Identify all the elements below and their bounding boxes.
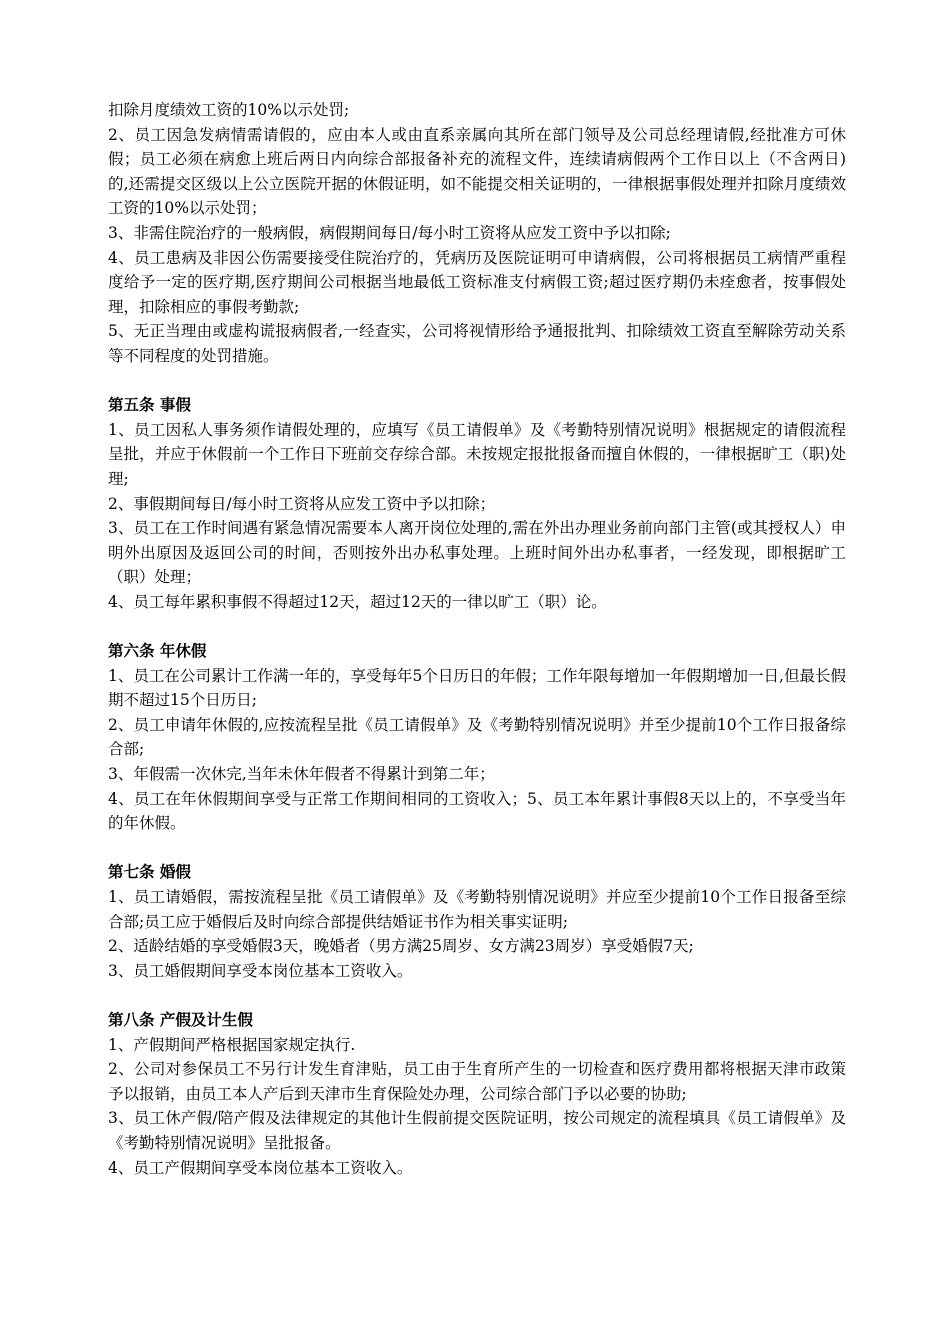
paragraph: 2、员工因急发病情需请假的，应由本人或由直系亲属向其所在部门领导及公司总经理请假,经批准方可休假；员工必须在病愈上班后两日内向综合部报备补充的流程文件，连续请病假两个工作日以上（不含两日)的,还需提交区级以上公立医院开据的休假证明，如不能提交相关证明的，一律根据事假处理并扣除月度绩效工资的10%以示处罚；: [108, 125, 846, 218]
section-heading: 第七条 婚假: [108, 863, 191, 882]
section-marriage-leave: [108, 860, 846, 983]
paragraph: 1、员工因私人事务须作请假处理的，应填写《员工请假单》及《考勤特别情况说明》根据规定的请假流程呈批，并应于休假前一个工作日下班前交存综合部。未按规定报批报备而擅自休假的，一律根据旷工（职)处理;: [108, 420, 846, 488]
document-page: [108, 98, 846, 1180]
paragraph: 扣除月度绩效工资的10%以示处罚;: [108, 101, 350, 119]
paragraph: 1、产假期间严格根据国家规定执行.: [108, 1035, 356, 1054]
paragraph: 3、员工休产假/陪产假及法律规定的其他计生假前提交医院证明，按公司规定的流程填具《员工请假单》及《考勤特别情况说明》呈批报备。: [108, 1109, 846, 1152]
section-maternity-leave: [108, 1008, 846, 1180]
section-heading: 第五条 事假: [108, 396, 191, 415]
paragraph: 4、员工产假期间享受本岗位基本工资收入。: [108, 1158, 413, 1177]
paragraph: 4、员工每年累积事假不得超过12天，超过12天的一律以旷工（职）论。: [108, 592, 607, 611]
paragraph: 1、员工在公司累计工作满一年的，享受每年5个日历日的年假；工作年限每增加一年假期增加一日,但最长假期不超过15个日历日;: [108, 666, 846, 710]
paragraph: 2、适龄结婚的享受婚假3天，晚婚者（男方满25周岁、女方满23周岁）享受婚假7天;: [108, 937, 694, 956]
paragraph: 2、员工申请年休假的,应按流程呈批《员工请假单》及《考勤特别情况说明》并至少提前10个工作日报备综合部;: [108, 715, 846, 759]
sick-leave-continuation: [108, 98, 846, 369]
paragraph: 1、员工请婚假，需按流程呈批《员工请假单》及《考勤特别情况说明》并应至少提前10个工作日报备至综合部;员工应于婚假后及时向综合部提供结婚证书作为相关事实证明;: [108, 888, 846, 931]
paragraph: 3、年假需一次休完,当年未休年假者不得累计到第二年；: [108, 765, 495, 784]
section-annual-leave: [108, 639, 846, 836]
paragraph: 3、非需住院治疗的一般病假，病假期间每日/每小时工资将从应发工资中予以扣除;: [108, 223, 671, 242]
paragraph: 4、员工在年休假期间享受与正常工作期间相同的工资收入；5、员工本年累计事假8天以上的，不享受当年的年休假。: [108, 789, 846, 833]
section-heading: 第八条 产假及计生假: [108, 1010, 253, 1029]
section-personal-leave: [108, 393, 846, 614]
paragraph: 3、员工婚假期间享受本岗位基本工资收入。: [108, 961, 413, 980]
paragraph: 5、无正当理由或虚构谎报病假者,一经查实，公司将视情形给予通报批判、扣除绩效工资直至解除劳动关系等不同程度的处罚措施。: [108, 322, 846, 365]
paragraph: 3、员工在工作时间遇有紧急情况需要本人离开岗位处理的,需在外出办理业务前向部门主管(或其授权人）申明外出原因及返回公司的时间，否则按外出办私事处理。上班时间外出办私事者，一经发现，即根据旷工（职）处理；: [108, 519, 846, 587]
paragraph: 4、员工患病及非因公伤需要接受住院治疗的，凭病历及医院证明可申请病假，公司将根据员工病情严重程度给予一定的医疗期,医疗期间公司根据当地最低工资标准支付病假工资;超过医疗期仍未痊愈者，按事假处理，扣除相应的事假考勤款;: [108, 248, 846, 316]
paragraph: 2、事假期间每日/每小时工资将从应发工资中予以扣除；: [108, 494, 496, 513]
section-heading: 第六条 年休假: [108, 642, 207, 661]
paragraph: 2、公司对参保员工不另行计发生育津贴，员工由于生育所产生的一切检查和医疗费用都将根据天津市政策予以报销，由员工本人产后到天津市生育保险处办理，公司综合部门予以必要的协助;: [108, 1060, 846, 1103]
